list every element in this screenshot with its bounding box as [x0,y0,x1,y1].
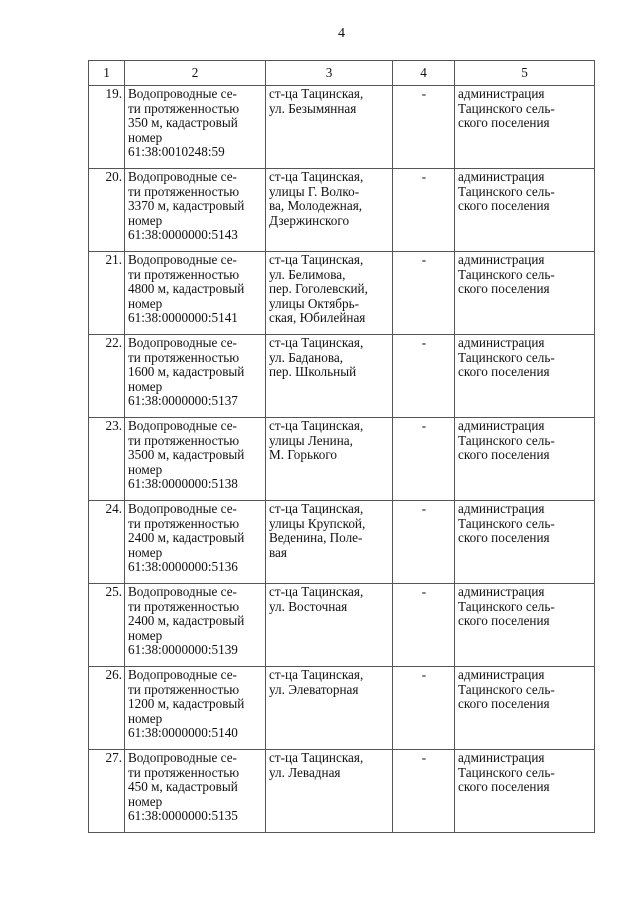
column-header-name: 2 [125,61,266,86]
object-name-line: 61:38:0000000:5135 [128,808,238,823]
row-number: 20. [89,169,125,252]
location-cell [266,501,393,584]
location-line: Веденина, Поле- [269,530,363,545]
holder-line: Тацинского сель- [458,100,555,116]
holder-line: ского поселения [458,779,550,794]
object-name-cell [125,501,266,584]
location-line: ул. Безымянная [269,100,357,116]
location-line: М. Горького [269,447,337,462]
location-line: Дзержинского [269,212,350,228]
object-name-line: 1200 м, кадастровый [128,696,245,711]
object-name-line: Водопроводные се- [128,418,237,433]
object-name-line: 61:38:0000000:5140 [128,725,238,740]
object-name-line: ти протяженностью [128,764,240,780]
holder-cell [455,750,595,833]
location-line: вая [269,544,287,560]
holder-line: администрация [458,667,545,682]
object-name-line: ти протяженностью [128,681,240,697]
holder-cell [455,584,595,667]
row-number: 24. [89,501,125,584]
holder-line: Тацинского сель- [458,432,555,448]
object-name-cell [125,252,266,335]
location-cell [266,667,393,750]
holder-line: администрация [458,750,545,765]
location-line: ская, Юбилейная [269,310,366,325]
object-name-line: 61:38:0000000:5136 [128,559,238,574]
holder-cell [455,335,595,418]
row-number: 26. [89,667,125,750]
object-name-cell [125,584,266,667]
object-name-line: номер [128,378,163,394]
object-name-line: номер [128,544,163,560]
object-name-line: Водопроводные се- [128,750,237,765]
object-name-line: Водопроводные се- [128,584,237,599]
holder-line: ского поселения [458,447,550,462]
object-name-line: номер [128,627,163,643]
location-line: ул. Элеваторная [269,681,359,697]
column-header-holder: 5 [455,61,595,86]
holder-cell [455,501,595,584]
location-line: улицы Ленина, [269,432,353,448]
column-4-value: - [393,750,455,833]
holder-line: Тацинского сель- [458,349,555,365]
table-row [89,86,595,169]
table-row [89,335,595,418]
object-name-line: ти протяженностью [128,349,240,365]
holder-line: Тацинского сель- [458,598,555,614]
column-4-value: - [393,584,455,667]
location-cell [266,169,393,252]
object-name-line: ти протяженностью [128,515,240,531]
location-line: ст-ца Тацинская, [269,667,364,682]
location-line: ст-ца Тацинская, [269,501,364,516]
object-name-line: 61:38:0000000:5137 [128,393,238,408]
table-body [89,86,595,833]
holder-cell [455,667,595,750]
object-name-line: номер [128,461,163,477]
holder-line: ского поселения [458,281,550,296]
object-name-line: номер [128,793,163,809]
location-cell [266,335,393,418]
object-name-line: ти протяженностью [128,266,240,282]
holder-line: администрация [458,169,545,184]
object-name-line: номер [128,710,163,726]
holder-line: Тацинского сель- [458,266,555,282]
object-name-line: 61:38:0010248:59 [128,144,225,159]
holder-line: администрация [458,252,545,267]
column-4-value: - [393,252,455,335]
row-number: 22. [89,335,125,418]
location-line: пер. Гоголевский, [269,281,368,296]
column-4-value: - [393,667,455,750]
holder-line: администрация [458,418,545,433]
location-cell [266,86,393,169]
location-line: улицы Г. Волко- [269,183,360,199]
object-name-line: номер [128,212,163,228]
object-name-line: номер [128,129,163,145]
object-name-line: 61:38:0000000:5138 [128,476,238,491]
holder-cell [455,252,595,335]
object-name-line: ти протяженностью [128,432,240,448]
location-line: ст-ца Тацинская, [269,750,364,765]
object-name-line: Водопроводные се- [128,335,237,350]
table-row [89,584,595,667]
column-header-location: 3 [266,61,393,86]
location-cell [266,750,393,833]
holder-line: администрация [458,501,545,516]
table-row [89,252,595,335]
location-line: улицы Крупской, [269,515,366,531]
location-line: ул. Баданова, [269,349,344,365]
object-name-line: 61:38:0000000:5141 [128,310,238,325]
holder-cell [455,418,595,501]
location-line: ст-ца Тацинская, [269,584,364,599]
location-line: ст-ца Тацинская, [269,252,364,267]
object-name-line: ти протяженностью [128,100,240,116]
holder-line: Тацинского сель- [458,681,555,697]
table-row [89,667,595,750]
column-header-4: 4 [393,61,455,86]
holder-cell [455,169,595,252]
location-line: ул. Восточная [269,598,348,614]
object-name-cell [125,667,266,750]
object-name-line: 61:38:0000000:5139 [128,642,238,657]
holder-line: Тацинского сель- [458,183,555,199]
object-name-line: 2400 м, кадастровый [128,613,245,628]
object-name-line: ти протяженностью [128,598,240,614]
object-name-line: ти протяженностью [128,183,240,199]
column-4-value: - [393,418,455,501]
object-name-line: 3370 м, кадастровый [128,198,245,213]
row-number: 25. [89,584,125,667]
header-row [89,61,595,86]
holder-cell [455,86,595,169]
object-name-line: Водопроводные се- [128,169,237,184]
property-registry-table [88,60,595,833]
object-name-cell [125,86,266,169]
object-name-line: 3500 м, кадастровый [128,447,245,462]
table-header [89,61,595,86]
column-4-value: - [393,335,455,418]
location-line: ул. Левадная [269,764,341,780]
column-4-value: - [393,169,455,252]
table-row [89,501,595,584]
column-header-number: 1 [89,61,125,86]
object-name-line: 1600 м, кадастровый [128,364,245,379]
object-name-cell [125,335,266,418]
column-4-value: - [393,501,455,584]
location-line: ул. Белимова, [269,266,346,282]
object-name-line: 61:38:0000000:5143 [128,227,238,242]
row-number: 27. [89,750,125,833]
holder-line: администрация [458,584,545,599]
object-name-line: номер [128,295,163,311]
object-name-line: 4800 м, кадастровый [128,281,245,296]
holder-line: ского поселения [458,613,550,628]
location-cell [266,252,393,335]
object-name-cell [125,418,266,501]
object-name-cell [125,169,266,252]
holder-line: Тацинского сель- [458,515,555,531]
row-number: 21. [89,252,125,335]
holder-line: ского поселения [458,530,550,545]
location-line: ст-ца Тацинская, [269,169,364,184]
table-row [89,750,595,833]
object-name-line: Водопроводные се- [128,86,237,101]
location-line: ва, Молодежная, [269,198,363,213]
holder-line: ского поселения [458,696,550,711]
location-line: ст-ца Тацинская, [269,418,364,433]
holder-line: ского поселения [458,364,550,379]
location-cell [266,584,393,667]
object-name-line: 2400 м, кадастровый [128,530,245,545]
holder-line: администрация [458,335,545,350]
holder-line: ского поселения [458,115,550,130]
object-name-line: Водопроводные се- [128,667,237,682]
object-name-line: 350 м, кадастровый [128,115,238,130]
object-name-line: Водопроводные се- [128,501,237,516]
location-cell [266,418,393,501]
object-name-line: 450 м, кадастровый [128,779,238,794]
location-line: ст-ца Тацинская, [269,86,364,101]
object-name-cell [125,750,266,833]
location-line: ст-ца Тацинская, [269,335,364,350]
object-name-line: Водопроводные се- [128,252,237,267]
table-row [89,169,595,252]
row-number: 19. [89,86,125,169]
table-row [89,418,595,501]
holder-line: ского поселения [458,198,550,213]
holder-line: администрация [458,86,545,101]
page-number: 4 [338,26,345,41]
column-4-value: - [393,86,455,169]
row-number: 23. [89,418,125,501]
location-line: пер. Школьный [269,364,357,379]
location-line: улицы Октябрь- [269,295,359,311]
holder-line: Тацинского сель- [458,764,555,780]
